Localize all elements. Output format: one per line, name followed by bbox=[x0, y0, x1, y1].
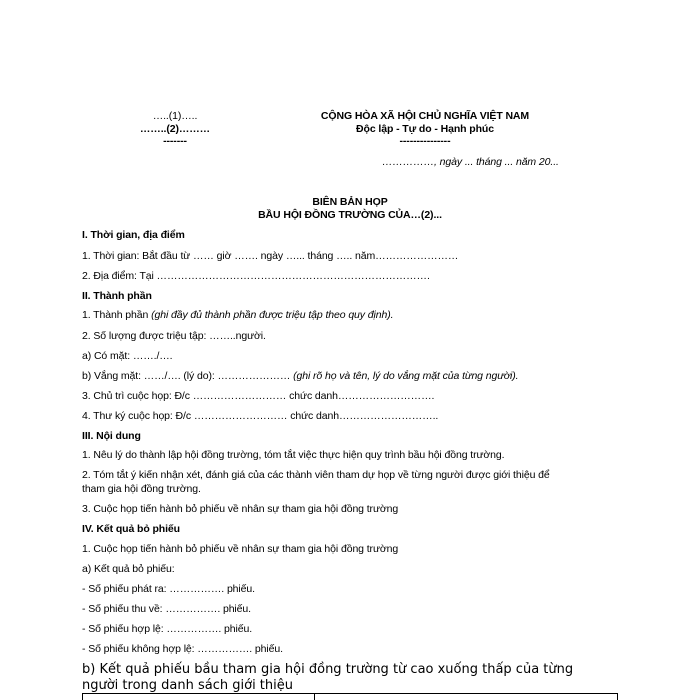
national-motto: Độc lập - Tự do - Hạnh phúc bbox=[356, 123, 494, 135]
table-left-border bbox=[82, 693, 83, 700]
content-item-2-line-2: tham gia hội đồng trường. bbox=[82, 483, 201, 495]
ballots-issued: - Số phiếu phát ra: ……………. phiếu. bbox=[82, 583, 255, 595]
voting-item-1: 1. Cuộc họp tiến hành bỏ phiếu về nhân sự tham gia hội đồng trường bbox=[82, 543, 399, 555]
summoned-count-line: 2. Số lượng được triệu tập: ……..người. bbox=[82, 330, 266, 342]
agency-separator: ------- bbox=[163, 135, 187, 147]
section-1-heading: I. Thời gian, địa điểm bbox=[82, 229, 185, 241]
secretary-line: 4. Thư ký cuộc họp: Đ/c ……………………… chức danh……………………….. bbox=[82, 410, 439, 422]
content-item-3: 3. Cuộc họp tiến hành bỏ phiếu về nhân sự tham gia hội đồng trường bbox=[82, 503, 399, 515]
table-column-divider bbox=[314, 693, 315, 700]
absent-text: b) Vắng mặt: ……/…. (lý do): ………………… bbox=[82, 370, 294, 382]
ballots-invalid: - Số phiếu không hợp lệ: ……………. phiếu. bbox=[82, 643, 283, 655]
section-3-heading: III. Nội dung bbox=[82, 430, 141, 442]
document-subtitle: BẦU HỘI ĐỒNG TRƯỜNG CỦA…(2)... bbox=[258, 209, 442, 221]
content-item-1: 1. Nêu lý do thành lập hội đồng trường, tóm tắt việc thực hiện quy trình bầu hội đồng trường. bbox=[82, 449, 505, 461]
absent-line bbox=[82, 370, 518, 383]
voting-result-label: a) Kết quả bỏ phiếu: bbox=[82, 563, 175, 575]
location-line: 2. Địa điểm: Tại ……………………………………………………………………. bbox=[82, 270, 430, 282]
composition-note: (ghi đầy đủ thành phần được triệu tập theo quy định). bbox=[151, 309, 394, 321]
content-item-2-line-1: 2. Tóm tắt ý kiến nhận xét, đánh giá của các thành viên tham dự họp về từng người được giới thiệu để bbox=[82, 469, 550, 481]
absent-note: (ghi rõ họ và tên, lý do vắng mặt của từng người). bbox=[293, 370, 519, 382]
table-right-border bbox=[617, 693, 618, 700]
table-top-border bbox=[82, 693, 618, 694]
national-title: CỘNG HÒA XÃ HỘI CHỦ NGHĨA VIỆT NAM bbox=[320, 110, 530, 122]
motto-separator: --------------- bbox=[399, 135, 451, 147]
composition-text: 1. Thành phần bbox=[82, 309, 152, 321]
composition-line bbox=[82, 309, 393, 322]
agency-level-1: …..(1)….. bbox=[152, 110, 198, 122]
time-line: 1. Thời gian: Bắt đầu từ …… giờ ……. ngày …... tháng ….. năm…………………… bbox=[82, 250, 459, 262]
section-2-heading: II. Thành phần bbox=[82, 290, 152, 302]
section-4-heading: IV. Kết quả bỏ phiếu bbox=[82, 523, 180, 535]
document-title: BIÊN BẢN HỌP bbox=[312, 196, 388, 208]
ballots-valid: - Số phiếu hợp lệ: ……………. phiếu. bbox=[82, 623, 253, 635]
vote-ranking-line-2: người trong danh sách giới thiệu bbox=[82, 678, 293, 693]
chairperson-line: 3. Chủ trì cuộc họp: Đ/c ……………………… chức danh………………………. bbox=[82, 390, 435, 402]
agency-level-2: ……..(2)……… bbox=[139, 123, 211, 135]
date-line: ……………, ngày ... tháng ... năm 20... bbox=[382, 156, 559, 168]
vote-ranking-line-1: b) Kết quả phiếu bầu tham gia hội đồng trường từ cao xuống thấp của từng bbox=[82, 662, 574, 677]
present-line: a) Có mặt: ……./…. bbox=[82, 350, 173, 362]
ballots-collected: - Số phiếu thu về: ……………. phiếu. bbox=[82, 603, 251, 615]
